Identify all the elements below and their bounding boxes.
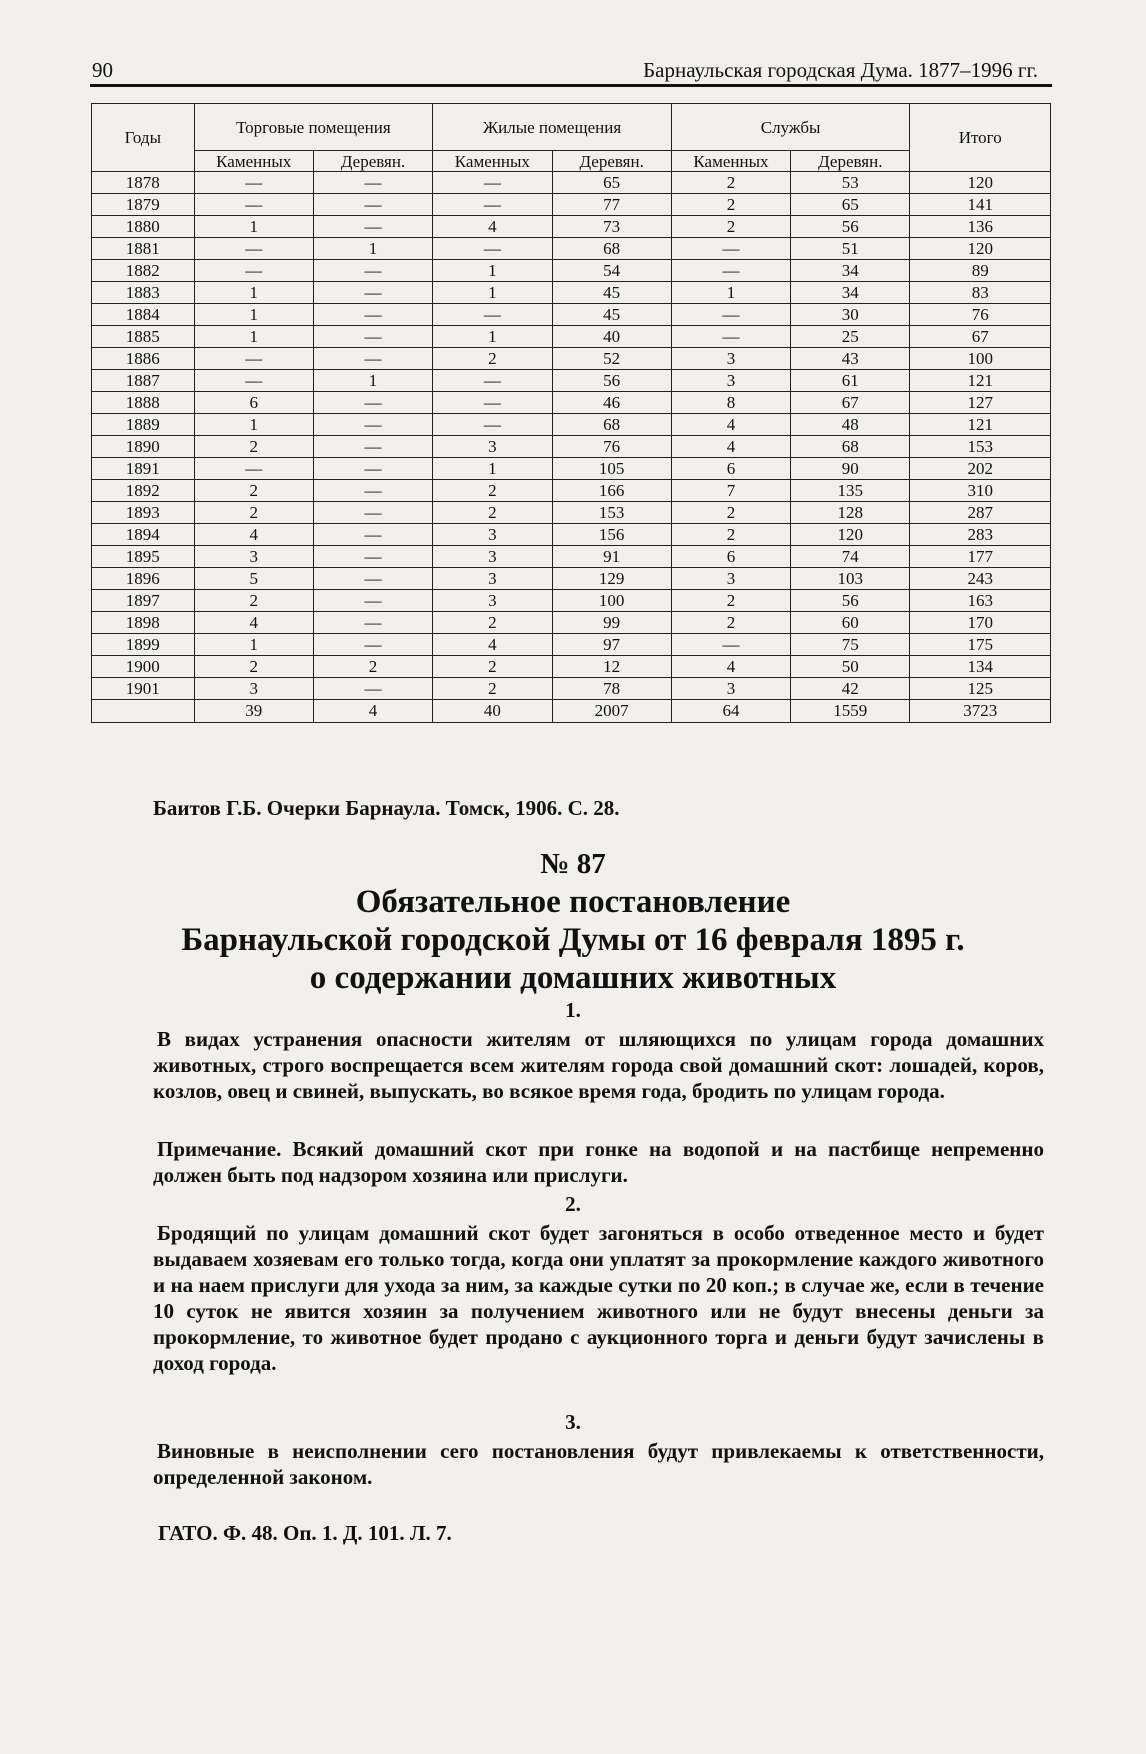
table-row: [92, 370, 1051, 392]
table-cell: 2007: [552, 700, 671, 723]
table-cell: 141: [910, 194, 1051, 216]
table-row: [92, 524, 1051, 546]
document-source: ГАТО. Ф. 48. Оп. 1. Д. 101. Л. 7.: [158, 1521, 452, 1545]
table-cell: 135: [791, 480, 910, 502]
table-cell: 1885: [92, 326, 195, 348]
table-cell: 1: [313, 370, 432, 392]
table-cell: 283: [910, 524, 1051, 546]
table-cell: 120: [910, 172, 1051, 194]
subheader-stone: Каменных: [194, 151, 313, 172]
table-cell: 125: [910, 678, 1051, 700]
table-cell: 1: [194, 414, 313, 436]
table-row: [92, 172, 1051, 194]
table-cell: 175: [910, 634, 1051, 656]
table-cell: 2: [194, 590, 313, 612]
title-line: о содержании домашних животных: [309, 960, 837, 996]
table-cell: —: [194, 370, 313, 392]
table-cell: —: [433, 414, 552, 436]
table-cell: 1: [194, 216, 313, 238]
table-cell: 3: [671, 348, 790, 370]
table-cell: —: [313, 326, 432, 348]
table-cell: —: [671, 304, 790, 326]
table-cell: 128: [791, 502, 910, 524]
table-row: [92, 194, 1051, 216]
table-cell: 3723: [910, 700, 1051, 723]
section-1-text: В видах устранения опасности жителям от шляющихся по улицам города домашних животных, строго воспрещается всем жителям города свой домашний скот: лошадей, коров, козлов, овец и свиней, выпускать, во всякое время года, бродить по улицам города.: [153, 1027, 1044, 1103]
table-cell: 103: [791, 568, 910, 590]
table-cell: 52: [552, 348, 671, 370]
table-cell: 1891: [92, 458, 195, 480]
table-cell: 1: [194, 282, 313, 304]
table-cell: 67: [791, 392, 910, 414]
table-cell: 121: [910, 370, 1051, 392]
table-row: [92, 546, 1051, 568]
table-cell: 1: [313, 238, 432, 260]
table-cell: 1892: [92, 480, 195, 502]
table-cell: 121: [910, 414, 1051, 436]
table-cell: 153: [552, 502, 671, 524]
table-cell: 56: [791, 590, 910, 612]
table-cell: 3: [433, 590, 552, 612]
table-cell: 1886: [92, 348, 195, 370]
table-cell: 1901: [92, 678, 195, 700]
table-cell: —: [313, 678, 432, 700]
table-cell: 2: [433, 656, 552, 678]
table-cell: 100: [910, 348, 1051, 370]
table-row: [92, 392, 1051, 414]
table-cell: —: [313, 172, 432, 194]
table-cell: —: [194, 172, 313, 194]
table-cell: —: [313, 260, 432, 282]
table-cell: —: [194, 238, 313, 260]
table-row: [92, 260, 1051, 282]
table-row: [92, 612, 1051, 634]
table-cell: 1878: [92, 172, 195, 194]
table-cell: —: [313, 216, 432, 238]
table-cell: —: [313, 502, 432, 524]
table-row: [92, 348, 1051, 370]
table-row: [92, 282, 1051, 304]
group-services: Службы: [671, 104, 910, 151]
table-cell: —: [433, 370, 552, 392]
table-cell: —: [313, 414, 432, 436]
table-cell: 287: [910, 502, 1051, 524]
table-cell: 4: [194, 612, 313, 634]
group-trade: Торговые помещения: [194, 104, 433, 151]
subheader-wood: Деревян.: [552, 151, 671, 172]
table-cell: 1: [194, 326, 313, 348]
table-cell: —: [313, 634, 432, 656]
table-cell: 1898: [92, 612, 195, 634]
title-line: Барнаульской городской Думы от 16 февраля 1895 г.: [181, 922, 965, 958]
table-cell: 1893: [92, 502, 195, 524]
table-cell: 1900: [92, 656, 195, 678]
table-cell: —: [313, 546, 432, 568]
table-cell: [92, 700, 195, 723]
table-cell: 1: [194, 634, 313, 656]
table-cell: 3: [194, 678, 313, 700]
table-cell: 68: [552, 238, 671, 260]
table-cell: 153: [910, 436, 1051, 458]
table-cell: —: [433, 392, 552, 414]
table-cell: 1879: [92, 194, 195, 216]
table-row: [92, 656, 1051, 678]
totals-row: [92, 700, 1051, 723]
table-cell: 2: [671, 216, 790, 238]
table-cell: —: [313, 348, 432, 370]
table-cell: 2: [194, 502, 313, 524]
table-cell: 6: [671, 546, 790, 568]
table-row: [92, 502, 1051, 524]
table-cell: 120: [910, 238, 1051, 260]
table-cell: 4: [433, 216, 552, 238]
table-cell: 30: [791, 304, 910, 326]
table-cell: 100: [552, 590, 671, 612]
table-row: [92, 238, 1051, 260]
table-cell: —: [671, 326, 790, 348]
table-cell: 177: [910, 546, 1051, 568]
table-cell: 5: [194, 568, 313, 590]
table-cell: 120: [791, 524, 910, 546]
table-cell: 45: [552, 282, 671, 304]
table-cell: —: [313, 304, 432, 326]
table-cell: 89: [910, 260, 1051, 282]
section-number: 1.: [565, 998, 581, 1022]
table-cell: 74: [791, 546, 910, 568]
table-cell: 1883: [92, 282, 195, 304]
table-cell: 1889: [92, 414, 195, 436]
table-cell: 4: [671, 414, 790, 436]
table-cell: 3: [433, 568, 552, 590]
table-row: [92, 326, 1051, 348]
table-cell: 64: [671, 700, 790, 723]
table-cell: —: [194, 348, 313, 370]
subheader-wood: Деревян.: [791, 151, 910, 172]
table-cell: 61: [791, 370, 910, 392]
table-cell: 127: [910, 392, 1051, 414]
table-row: [92, 458, 1051, 480]
table-cell: —: [313, 282, 432, 304]
table-cell: 2: [671, 194, 790, 216]
table-cell: 48: [791, 414, 910, 436]
running-title: Барнаульская городская Дума. 1877–1996 гг.: [643, 58, 1038, 82]
table-cell: 45: [552, 304, 671, 326]
table-cell: 134: [910, 656, 1051, 678]
table-cell: —: [433, 238, 552, 260]
table-cell: 2: [433, 480, 552, 502]
table-cell: 39: [194, 700, 313, 723]
table-cell: 3: [194, 546, 313, 568]
table-cell: 170: [910, 612, 1051, 634]
section-1-note: Примечание. Всякий домашний скот при гонке на водопой и на пастбище непременно должен быть под надзором хозяина или прислуги.: [153, 1137, 1044, 1187]
table-cell: 1: [194, 304, 313, 326]
table-cell: 6: [671, 458, 790, 480]
header-rule: [90, 84, 1052, 87]
table-cell: 8: [671, 392, 790, 414]
table-cell: 2: [433, 502, 552, 524]
table-cell: 56: [552, 370, 671, 392]
table-row: [92, 436, 1051, 458]
table-cell: 1882: [92, 260, 195, 282]
table-cell: 1: [433, 326, 552, 348]
table-row: [92, 216, 1051, 238]
table-cell: 4: [433, 634, 552, 656]
table-cell: 56: [791, 216, 910, 238]
table-cell: 1559: [791, 700, 910, 723]
table-cell: 1888: [92, 392, 195, 414]
table-cell: 99: [552, 612, 671, 634]
table-cell: —: [313, 194, 432, 216]
table-row: [92, 304, 1051, 326]
table-cell: 40: [552, 326, 671, 348]
table-cell: —: [313, 480, 432, 502]
table-row: [92, 634, 1051, 656]
table-cell: —: [671, 260, 790, 282]
table-cell: —: [671, 634, 790, 656]
table-cell: 91: [552, 546, 671, 568]
table-cell: 4: [194, 524, 313, 546]
table-cell: 3: [671, 568, 790, 590]
table-cell: 2: [313, 656, 432, 678]
table-cell: 1: [433, 458, 552, 480]
table-cell: 75: [791, 634, 910, 656]
table-cell: 1895: [92, 546, 195, 568]
table-row: [92, 414, 1051, 436]
table-cell: —: [313, 392, 432, 414]
title-line: Обязательное постановление: [355, 884, 791, 920]
table-cell: —: [671, 238, 790, 260]
table-body: [92, 172, 1051, 700]
table-cell: —: [194, 458, 313, 480]
table-cell: 12: [552, 656, 671, 678]
table-cell: 202: [910, 458, 1051, 480]
table-row: [92, 678, 1051, 700]
table-cell: 4: [671, 656, 790, 678]
subheader-stone: Каменных: [671, 151, 790, 172]
table-cell: 76: [552, 436, 671, 458]
table-cell: 68: [791, 436, 910, 458]
table-cell: 166: [552, 480, 671, 502]
table-cell: —: [313, 458, 432, 480]
table-cell: 2: [671, 502, 790, 524]
table-cell: 1896: [92, 568, 195, 590]
table-cell: 40: [433, 700, 552, 723]
section-2-text: Бродящий по улицам домашний скот будет загоняться в особо отведенное место и будет выдаваем хозяевам его только тогда, когда они уплатят за прокормление каждого животного и на наем прислуги для ухода за ним, за каждые сутки по 20 коп.; в случае же, если в течение 10 суток не явится хозяин за получением животного или не будут внесены деньги за прокормление, то животное будет продано с аукционного торга и деньги будут зачислены в доход города.: [153, 1221, 1044, 1375]
table-cell: 163: [910, 590, 1051, 612]
table-cell: 1890: [92, 436, 195, 458]
table-cell: 7: [671, 480, 790, 502]
construction-table: [91, 103, 1051, 723]
table-cell: 53: [791, 172, 910, 194]
table-cell: 2: [671, 590, 790, 612]
col-years: Годы: [92, 104, 195, 172]
document-title: [0, 883, 1146, 997]
table-cell: 3: [671, 678, 790, 700]
table-cell: 73: [552, 216, 671, 238]
section-number: 3.: [565, 1410, 581, 1434]
table-cell: 51: [791, 238, 910, 260]
table-row: [92, 480, 1051, 502]
table-cell: —: [313, 436, 432, 458]
page-number: 90: [92, 58, 113, 82]
table-cell: 78: [552, 678, 671, 700]
table-cell: 2: [433, 348, 552, 370]
table-cell: 67: [910, 326, 1051, 348]
table-source: Баитов Г.Б. Очерки Барнаула. Томск, 1906. С. 28.: [153, 796, 620, 820]
table-cell: 4: [313, 700, 432, 723]
table-cell: 1881: [92, 238, 195, 260]
section-3-text: Виновные в неисполнении сего постановления будут привлекаемы к ответственности, определенной законом.: [153, 1439, 1044, 1489]
table-cell: 42: [791, 678, 910, 700]
table-cell: 2: [671, 524, 790, 546]
table-cell: 2: [194, 656, 313, 678]
table-cell: 1: [433, 260, 552, 282]
table-cell: 3: [433, 436, 552, 458]
table-cell: 105: [552, 458, 671, 480]
section-number: 2.: [565, 1192, 581, 1216]
table-cell: —: [433, 304, 552, 326]
table-cell: —: [313, 612, 432, 634]
table-cell: 2: [433, 612, 552, 634]
subheader-stone: Каменных: [433, 151, 552, 172]
table-cell: 1880: [92, 216, 195, 238]
table-cell: 1894: [92, 524, 195, 546]
table-cell: 3: [433, 546, 552, 568]
table-cell: 243: [910, 568, 1051, 590]
subheader-wood: Деревян.: [313, 151, 432, 172]
table-cell: 65: [552, 172, 671, 194]
table-cell: 1884: [92, 304, 195, 326]
table-cell: 34: [791, 282, 910, 304]
table-row: [92, 568, 1051, 590]
table-cell: 90: [791, 458, 910, 480]
table-cell: 1897: [92, 590, 195, 612]
table-cell: 25: [791, 326, 910, 348]
table-cell: 77: [552, 194, 671, 216]
table-row: [92, 590, 1051, 612]
table-cell: 60: [791, 612, 910, 634]
table-cell: 310: [910, 480, 1051, 502]
table-cell: 6: [194, 392, 313, 414]
table-cell: —: [433, 194, 552, 216]
table-cell: 3: [433, 524, 552, 546]
document-number: № 87: [540, 848, 606, 880]
table-cell: 43: [791, 348, 910, 370]
table-cell: 136: [910, 216, 1051, 238]
table-cell: 1: [433, 282, 552, 304]
table-cell: 34: [791, 260, 910, 282]
table-cell: 2: [671, 172, 790, 194]
table-cell: 46: [552, 392, 671, 414]
table-cell: 97: [552, 634, 671, 656]
table-cell: —: [313, 590, 432, 612]
table-cell: 129: [552, 568, 671, 590]
table-cell: —: [313, 524, 432, 546]
table-cell: —: [433, 172, 552, 194]
table-cell: —: [194, 194, 313, 216]
table-cell: 2: [194, 436, 313, 458]
table-cell: 4: [671, 436, 790, 458]
table-cell: —: [194, 260, 313, 282]
table-cell: 156: [552, 524, 671, 546]
page-header: [92, 58, 1052, 82]
table-cell: —: [313, 568, 432, 590]
table-cell: 54: [552, 260, 671, 282]
table-cell: 1887: [92, 370, 195, 392]
table-cell: 2: [671, 612, 790, 634]
table-cell: 83: [910, 282, 1051, 304]
table-cell: 3: [671, 370, 790, 392]
table-cell: 50: [791, 656, 910, 678]
table-cell: 2: [194, 480, 313, 502]
table-cell: 1899: [92, 634, 195, 656]
table-cell: 2: [433, 678, 552, 700]
col-total: Итого: [910, 104, 1051, 172]
table-cell: 1: [671, 282, 790, 304]
table-cell: 68: [552, 414, 671, 436]
group-residential: Жилые помещения: [433, 104, 672, 151]
table-cell: 65: [791, 194, 910, 216]
table-cell: 76: [910, 304, 1051, 326]
